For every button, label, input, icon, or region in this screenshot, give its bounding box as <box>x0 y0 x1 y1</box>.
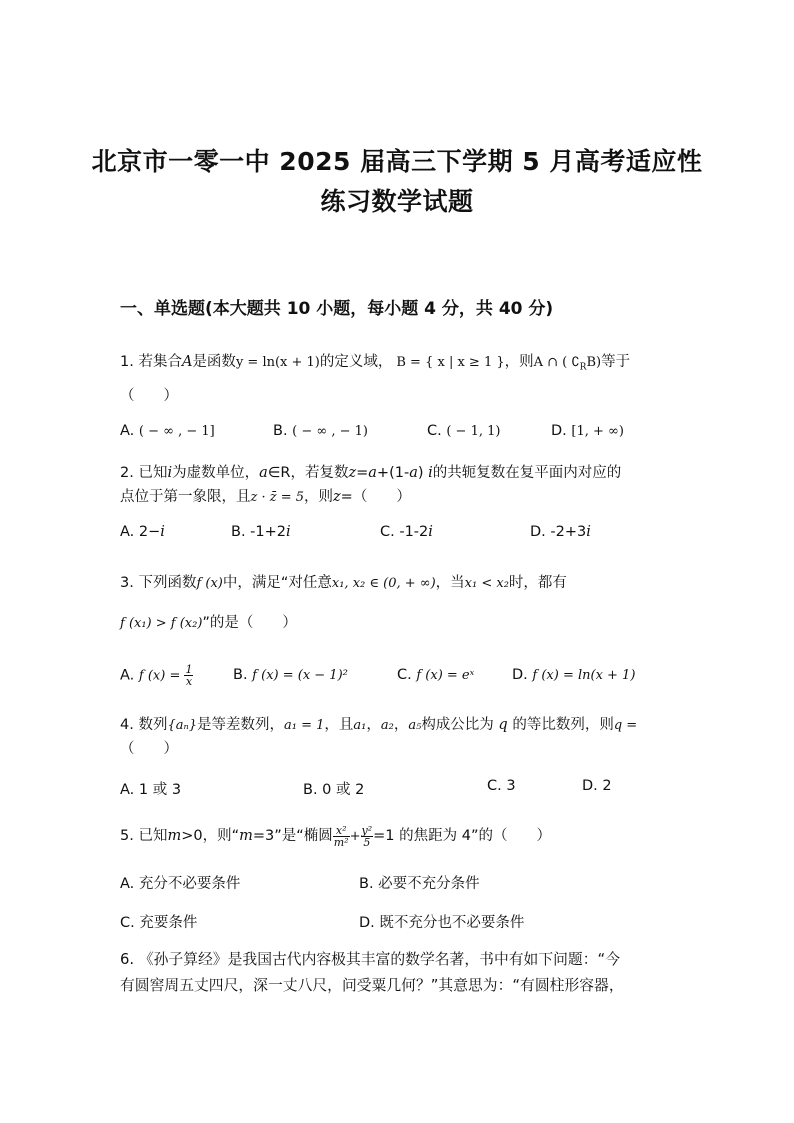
q3-option-c: C. f (x) = eˣ <box>397 667 475 683</box>
q4-option-a: A. 1 或 3 <box>120 782 182 798</box>
question-2: 2. 已知i为虚数单位，a∈R，若复数z=a+(1-a) i的共轭复数在复平面内对应的 <box>120 465 622 481</box>
q3-option-b: B. f (x) = (x − 1)² <box>233 667 348 683</box>
q1-text: 的定义域， <box>319 354 393 370</box>
question-3: 3. 下列函数f (x)中，满足“对任意x₁, x₂ ∈ (0, + ∞)，当x₁ < x₂时，都有 <box>120 575 567 591</box>
page-title-line2: 练习数学试题 <box>320 187 474 216</box>
question-2-line2: 点位于第一象限，且z · z̄ = 5，则z=（ ） <box>120 489 411 505</box>
q1-set-a: A <box>181 354 193 370</box>
q2-option-a: A. 2−i <box>120 524 165 540</box>
q4-answer-blank: （ ） <box>120 741 178 757</box>
q1-number: 1. <box>120 354 139 370</box>
q5-option-b: B. 必要不充分条件 <box>359 876 480 892</box>
q2-option-d: D. -2+3i <box>530 524 591 540</box>
question-6-line2: 有圆窖周五丈四尺，深一丈八尺，问受粟几何？”其意思为：“有圆柱形容器， <box>120 977 624 994</box>
q5-option-c: C. 充要条件 <box>120 915 198 931</box>
q3-option-a: A. f (x) = $\frac{1}{x}$ <box>120 663 193 688</box>
q1-text: 等于 <box>601 354 631 370</box>
q1-text: 若集合 <box>138 354 182 370</box>
q1-text: 是函数 <box>192 354 236 370</box>
q4-option-b: B. 0 或 2 <box>303 782 365 798</box>
q4-option-d: D. 2 <box>582 778 612 794</box>
question-5: 5. 已知m>0，则“m=3”是“椭圆 $\frac{\text{x²}}{\text{m²}}$ + $\frac{\text{y²}}{5}$ =1 的焦距为 4”的（ ） <box>120 823 551 849</box>
q5-option-a: A. 充分不必要条件 <box>120 876 241 892</box>
q5-option-d: D. 既不充分也不必要条件 <box>359 915 525 931</box>
question-1 <box>120 350 630 373</box>
q2-option-c: C. -1-2i <box>380 524 433 540</box>
q1-option-d: D. [1, + ∞) <box>551 423 624 439</box>
q4-option-c: C. 3 <box>487 778 516 794</box>
question-3-line2: f (x₁) > f (x₂)”的是（ ） <box>120 615 297 631</box>
q3-option-d: D. f (x) = ln(x + 1) <box>512 667 636 683</box>
page-title: 北京市一零一中 2025 届高三下学期 5 月高考适应性 <box>91 147 703 176</box>
question-6: 6. 《孙子算经》是我国古代内容极其丰富的数学名著，书中有如下问题：“今 <box>120 951 620 968</box>
q1-function: y = ln(x + 1) <box>235 355 320 370</box>
q1-answer-blank: （ ） <box>120 388 178 404</box>
q1-text: ，则 <box>504 354 534 370</box>
q1-expression: A ∩ ( $∁_RB$) <box>533 355 602 373</box>
q1-set-b: B = { x | x ≥ 1 } <box>396 355 505 370</box>
q1-option-a: A. ( − ∞ , − 1] <box>120 423 215 439</box>
q1-option-c: C. ( − 1, 1) <box>427 423 501 439</box>
q1-option-b: B. ( − ∞ , − 1) <box>273 423 368 439</box>
question-4: 4. 数列{aₙ}是等差数列，a₁ = 1，且a₁，a₂，a₅构成公比为 q 的等比数列，则q = <box>120 717 638 733</box>
section-heading: 一、单选题(本大题共 10 小题，每小题 4 分，共 40 分) <box>120 299 554 319</box>
q2-option-b: B. -1+2i <box>231 524 291 540</box>
